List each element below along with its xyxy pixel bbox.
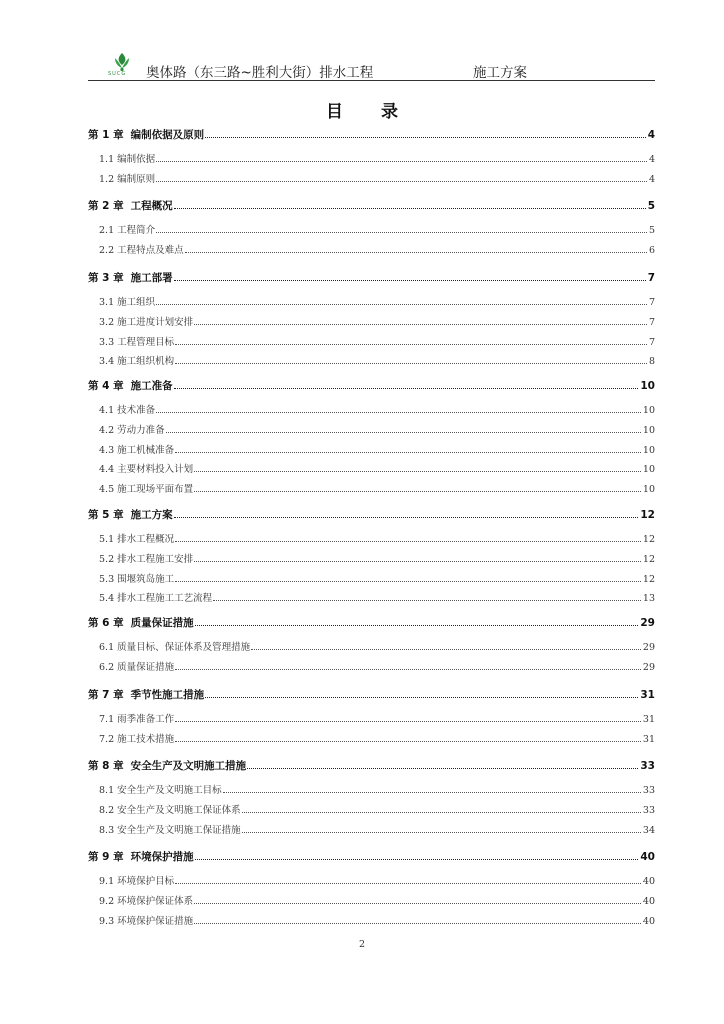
toc-chapter-entry[interactable] [88,270,655,286]
toc-section-entry[interactable] [99,403,655,419]
toc-section-entry[interactable] [99,152,655,168]
dot-leader [205,697,638,698]
section-title: 1.1 编制依据 [99,154,156,165]
section-page-number: 10 [642,484,655,496]
section-page-number: 4 [648,173,655,185]
toc-section-entry[interactable] [99,552,655,568]
chapter-page-number: 5 [647,200,655,212]
dot-leader [194,471,641,472]
chapter-page-number: 12 [640,509,655,521]
chapter-number: 第 3 章 [88,272,124,284]
section-page-number: 7 [648,316,655,328]
chapter-title: 安全生产及文明施工措施 [130,760,247,772]
toc-section-entry[interactable] [99,423,655,439]
section-page-number: 12 [642,534,655,545]
dot-leader [156,304,647,305]
toc-section-entry[interactable] [99,874,655,890]
section-title: 1.2 编制原则 [99,173,156,185]
section-page-number: 40 [642,915,655,927]
dot-leader [251,649,641,650]
toc-chapter-entry[interactable] [88,849,655,865]
chapter-title: 施工准备 [130,380,173,392]
dot-leader [156,161,647,162]
section-page-number: 10 [642,464,655,476]
chapter-title: 施工部署 [130,272,173,284]
chapter-page-number: 31 [640,689,655,701]
toc-section-entry[interactable] [99,223,655,239]
dot-leader [175,363,647,364]
dot-leader [194,561,641,562]
chapter-title: 编制依据及原则 [130,129,205,141]
section-title: 3.3 工程管理目标 [99,336,175,348]
toc-section-entry[interactable] [99,172,655,188]
dot-leader [195,625,639,626]
section-page-number: 33 [642,785,655,796]
dot-leader [194,923,641,924]
dot-leader [205,137,646,138]
section-title: 5.2 排水工程施工安排 [99,553,194,565]
section-title: 7.2 施工技术措施 [99,733,175,745]
dot-leader [175,883,641,884]
toc-section-entry[interactable] [99,591,655,607]
dot-leader [174,208,646,209]
dot-leader [194,491,641,492]
toc-section-entry[interactable] [99,354,655,370]
section-page-number: 13 [642,593,655,605]
dot-leader [175,344,647,345]
toc-section-entry[interactable] [99,914,655,930]
toc-section-entry[interactable] [99,243,655,259]
dot-leader [175,452,641,453]
dot-leader [175,721,641,722]
chapter-page-number: 40 [640,851,655,863]
chapter-number: 第 9 章 [88,851,124,863]
chapter-title: 质量保证措施 [130,617,194,629]
section-title: 3.1 施工组织 [99,297,156,308]
chapter-number: 第 1 章 [88,129,124,141]
section-page-number: 10 [642,444,655,456]
section-title: 4.2 劳动力准备 [99,424,165,436]
section-page-number: 12 [642,553,655,565]
logo-text: SUCG [108,71,127,77]
toc-chapter-entry[interactable] [88,687,655,703]
dot-leader [175,741,641,742]
dot-leader [175,541,641,542]
dot-leader [242,812,641,813]
section-title: 3.2 施工进度计划安排 [99,316,194,328]
section-page-number: 40 [642,895,655,907]
section-title: 3.4 施工组织机构 [99,356,175,368]
chapter-page-number: 33 [640,760,655,772]
section-title: 5.3 围堰筑岛施工 [99,573,175,585]
section-title: 6.1 质量目标、保证体系及管理措施 [99,642,251,653]
section-title: 9.1 环境保护目标 [99,876,175,887]
project-title: 奥体路（东三路~胜利大街）排水工程 [146,65,374,81]
toc-section-entry[interactable] [99,295,655,311]
chapter-page-number: 7 [647,272,655,284]
dot-leader [174,280,646,281]
section-page-number: 10 [642,405,655,416]
chapter-number: 第 6 章 [88,617,124,629]
page-header [88,52,655,81]
section-page-number: 8 [648,356,655,368]
section-page-number: 5 [648,225,655,236]
section-page-number: 6 [648,244,655,256]
toc-title: 目 录 [326,102,414,122]
chapter-number: 第 2 章 [88,200,124,212]
section-title: 8.1 安全生产及文明施工目标 [99,785,222,796]
toc-section-entry[interactable] [99,640,655,656]
section-page-number: 34 [642,824,655,836]
section-title: 9.3 环境保护保证措施 [99,915,194,927]
toc-section-entry[interactable] [99,783,655,799]
section-page-number: 4 [648,154,655,165]
section-title: 4.3 施工机械准备 [99,444,175,456]
section-page-number: 10 [642,424,655,436]
section-page-number: 7 [648,336,655,348]
toc-section-entry[interactable] [99,482,655,498]
toc-section-entry[interactable] [99,823,655,839]
toc-section-entry[interactable] [99,660,655,676]
dot-leader [174,517,639,518]
dot-leader [194,324,647,325]
toc-section-entry[interactable] [99,443,655,459]
chapter-title: 环境保护措施 [130,851,194,863]
section-title: 2.2 工程特点及难点 [99,244,184,256]
toc-section-entry[interactable] [99,803,655,819]
toc-section-entry[interactable] [99,532,655,548]
toc-section-entry[interactable] [99,335,655,351]
toc-chapter-entry[interactable] [88,378,655,394]
chapter-number: 第 5 章 [88,509,124,521]
toc-chapter-entry[interactable] [88,127,655,143]
section-title: 4.4 主要材料投入计划 [99,464,194,476]
dot-leader [166,432,641,433]
toc-section-entry[interactable] [99,732,655,748]
document-type: 施工方案 [473,65,527,81]
dot-leader [185,252,647,253]
section-page-number: 31 [642,714,655,725]
page-number: 2 [358,939,366,950]
dot-leader [242,832,641,833]
chapter-number: 第 8 章 [88,760,124,772]
section-title: 4.1 技术准备 [99,405,156,416]
section-title: 2.1 工程简介 [99,225,156,236]
dot-leader [174,388,639,389]
dot-leader [156,232,647,233]
dot-leader [175,581,641,582]
toc-section-entry[interactable] [99,315,655,331]
chapter-page-number: 4 [647,129,655,141]
section-page-number: 29 [642,642,655,653]
chapter-title: 施工方案 [130,509,173,521]
toc-section-entry[interactable] [99,712,655,728]
section-title: 4.5 施工现场平面布置 [99,484,194,496]
section-page-number: 29 [642,661,655,673]
chapter-page-number: 10 [640,380,655,392]
toc-section-entry[interactable] [99,572,655,588]
toc-chapter-entry[interactable] [88,758,655,774]
section-title: 5.1 排水工程概况 [99,534,175,545]
chapter-title: 工程概况 [130,200,173,212]
dot-leader [194,903,641,904]
section-title: 7.1 雨季准备工作 [99,714,175,725]
toc-chapter-entry[interactable] [88,507,655,523]
toc-chapter-entry[interactable] [88,615,655,631]
toc-chapter-entry[interactable] [88,198,655,214]
dot-leader [247,768,638,769]
section-page-number: 12 [642,573,655,585]
dot-leader [223,792,641,793]
logo-emblem-icon [110,52,134,72]
dot-leader [213,600,641,601]
dot-leader [156,412,641,413]
dot-leader [156,181,647,182]
dot-leader [175,669,641,670]
section-title: 6.2 质量保证措施 [99,661,175,673]
chapter-title: 季节性施工措施 [130,689,205,701]
section-page-number: 33 [642,804,655,816]
section-page-number: 31 [642,733,655,745]
toc-section-entry[interactable] [99,462,655,478]
chapter-number: 第 7 章 [88,689,124,701]
chapter-page-number: 29 [640,617,655,629]
section-title: 5.4 排水工程施工工艺流程 [99,593,213,605]
toc-section-entry[interactable] [99,894,655,910]
section-page-number: 7 [648,297,655,308]
chapter-number: 第 4 章 [88,380,124,392]
section-title: 9.2 环境保护保证体系 [99,895,194,907]
section-title: 8.3 安全生产及文明施工保证措施 [99,824,241,836]
dot-leader [195,859,639,860]
section-title: 8.2 安全生产及文明施工保证体系 [99,804,241,816]
section-page-number: 40 [642,876,655,887]
